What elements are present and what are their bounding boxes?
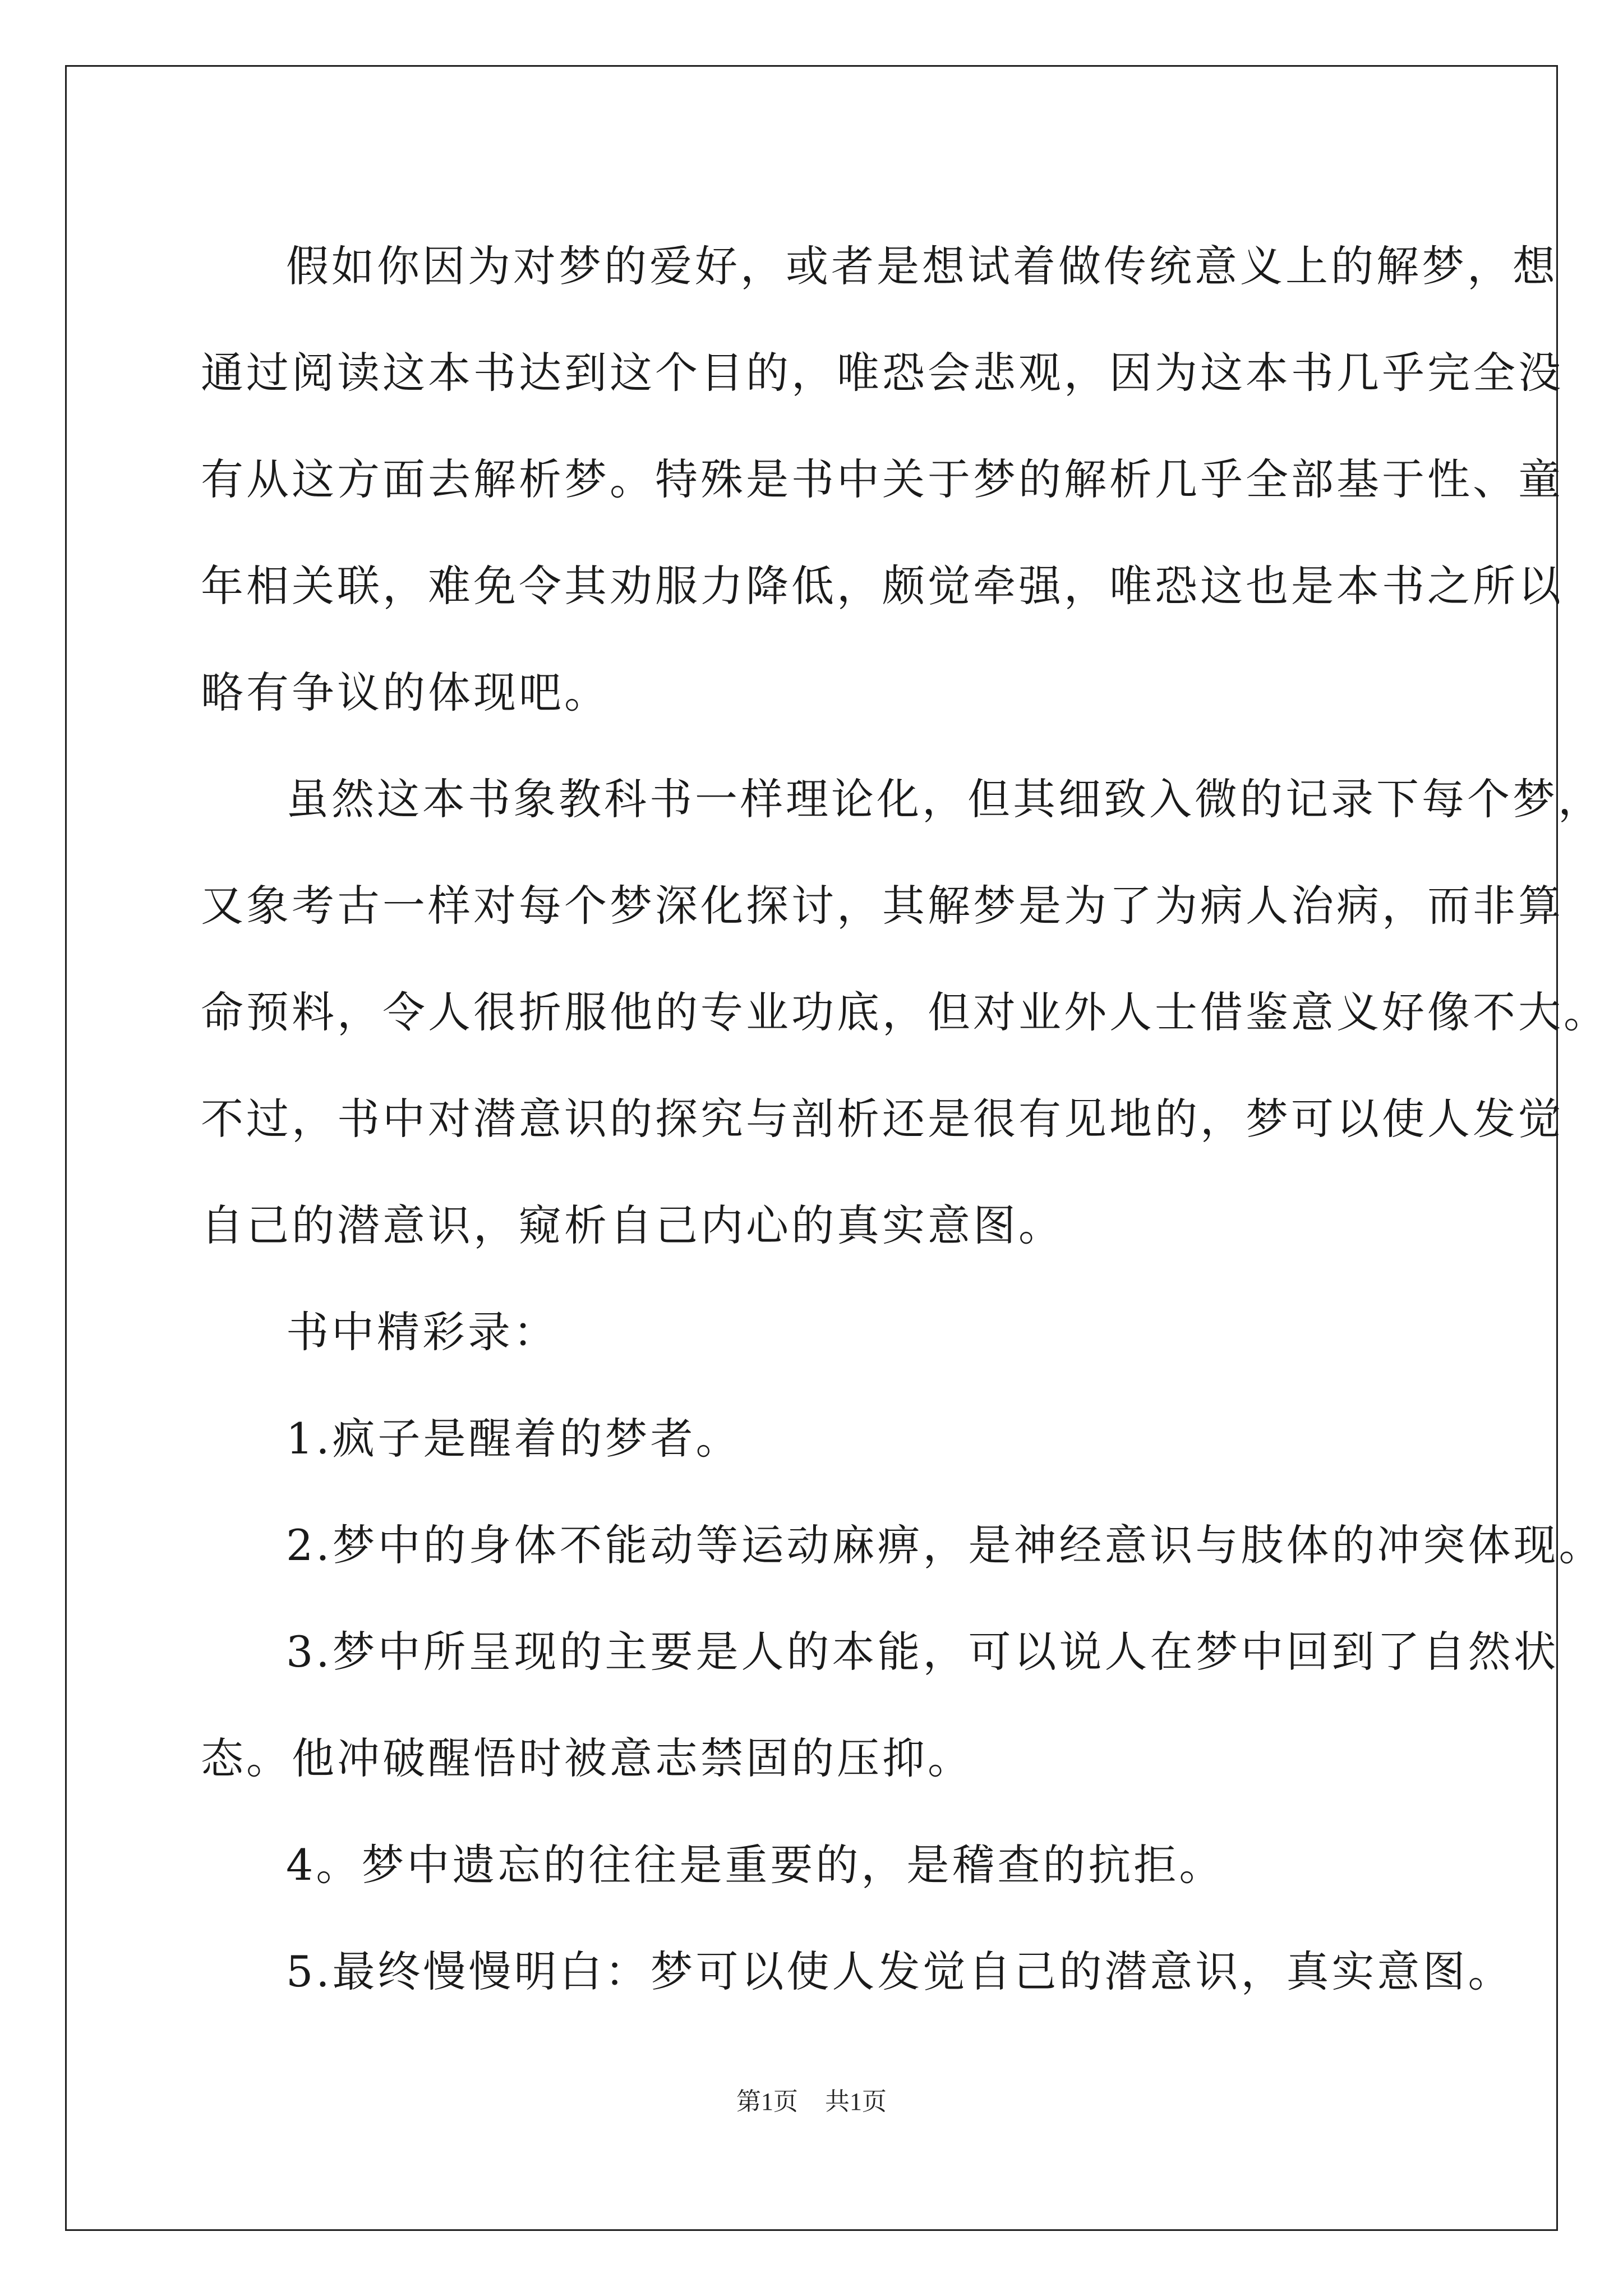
list-item-5: 5.最终慢慢明白：梦可以使人发觉自己的潜意识，真实意图。: [286, 1947, 1514, 1996]
list-item-2: 2.梦中的身体不能动等运动麻痹，是神经意识与肢体的冲突体现。: [286, 1520, 1604, 1570]
paragraph-1-line-3: 有从这方面去解析梦。特殊是书中关于梦的解析几乎全部基于性、童: [201, 454, 1564, 504]
paragraph-1-line-1: 假如你因为对梦的爱好，或者是想试着做传统意义上的解梦，想: [286, 241, 1558, 291]
paragraph-1-line-2: 通过阅读这本书达到这个目的，唯恐会悲观，因为这本书几乎完全没: [201, 348, 1564, 398]
list-item-4: 4。梦中遗忘的往往是重要的，是稽查的抗拒。: [286, 1840, 1225, 1890]
highlights-heading: 书中精彩录：: [286, 1307, 559, 1357]
page-number: 第1页: [736, 2088, 798, 2115]
paragraph-2-line-5: 自己的潜意识，窥析自己内心的真实意图。: [201, 1200, 1064, 1250]
paragraph-1-line-5: 略有争议的体现吧。: [201, 668, 610, 717]
list-item-1: 1.疯子是醒着的梦者。: [286, 1414, 741, 1464]
page-footer: [0, 2081, 1623, 2117]
total-pages: 共1页: [825, 2088, 887, 2115]
list-item-3-line-1: 3.梦中所呈现的主要是人的本能，可以说人在梦中回到了自然状: [286, 1627, 1559, 1677]
list-item-3-line-2: 态。他冲破醒悟时被意志禁固的压抑。: [201, 1733, 973, 1783]
paragraph-2-line-4: 不过，书中对潜意识的探究与剖析还是很有见地的，梦可以使人发觉: [201, 1094, 1564, 1144]
paragraph-2-line-1: 虽然这本书象教科书一样理论化，但其细致入微的记录下每个梦，: [286, 774, 1603, 824]
paragraph-2-line-2: 又象考古一样对每个梦深化探讨，其解梦是为了为病人治病，而非算: [201, 881, 1564, 931]
paragraph-2-line-3: 命预料，令人很折服他的专业功底，但对业外人士借鉴意义好像不大。: [201, 987, 1609, 1037]
document-body: [201, 213, 1609, 2025]
paragraph-1-line-4: 年相关联，难免令其劝服力降低，颇觉牵强，唯恐这也是本书之所以: [201, 561, 1564, 611]
